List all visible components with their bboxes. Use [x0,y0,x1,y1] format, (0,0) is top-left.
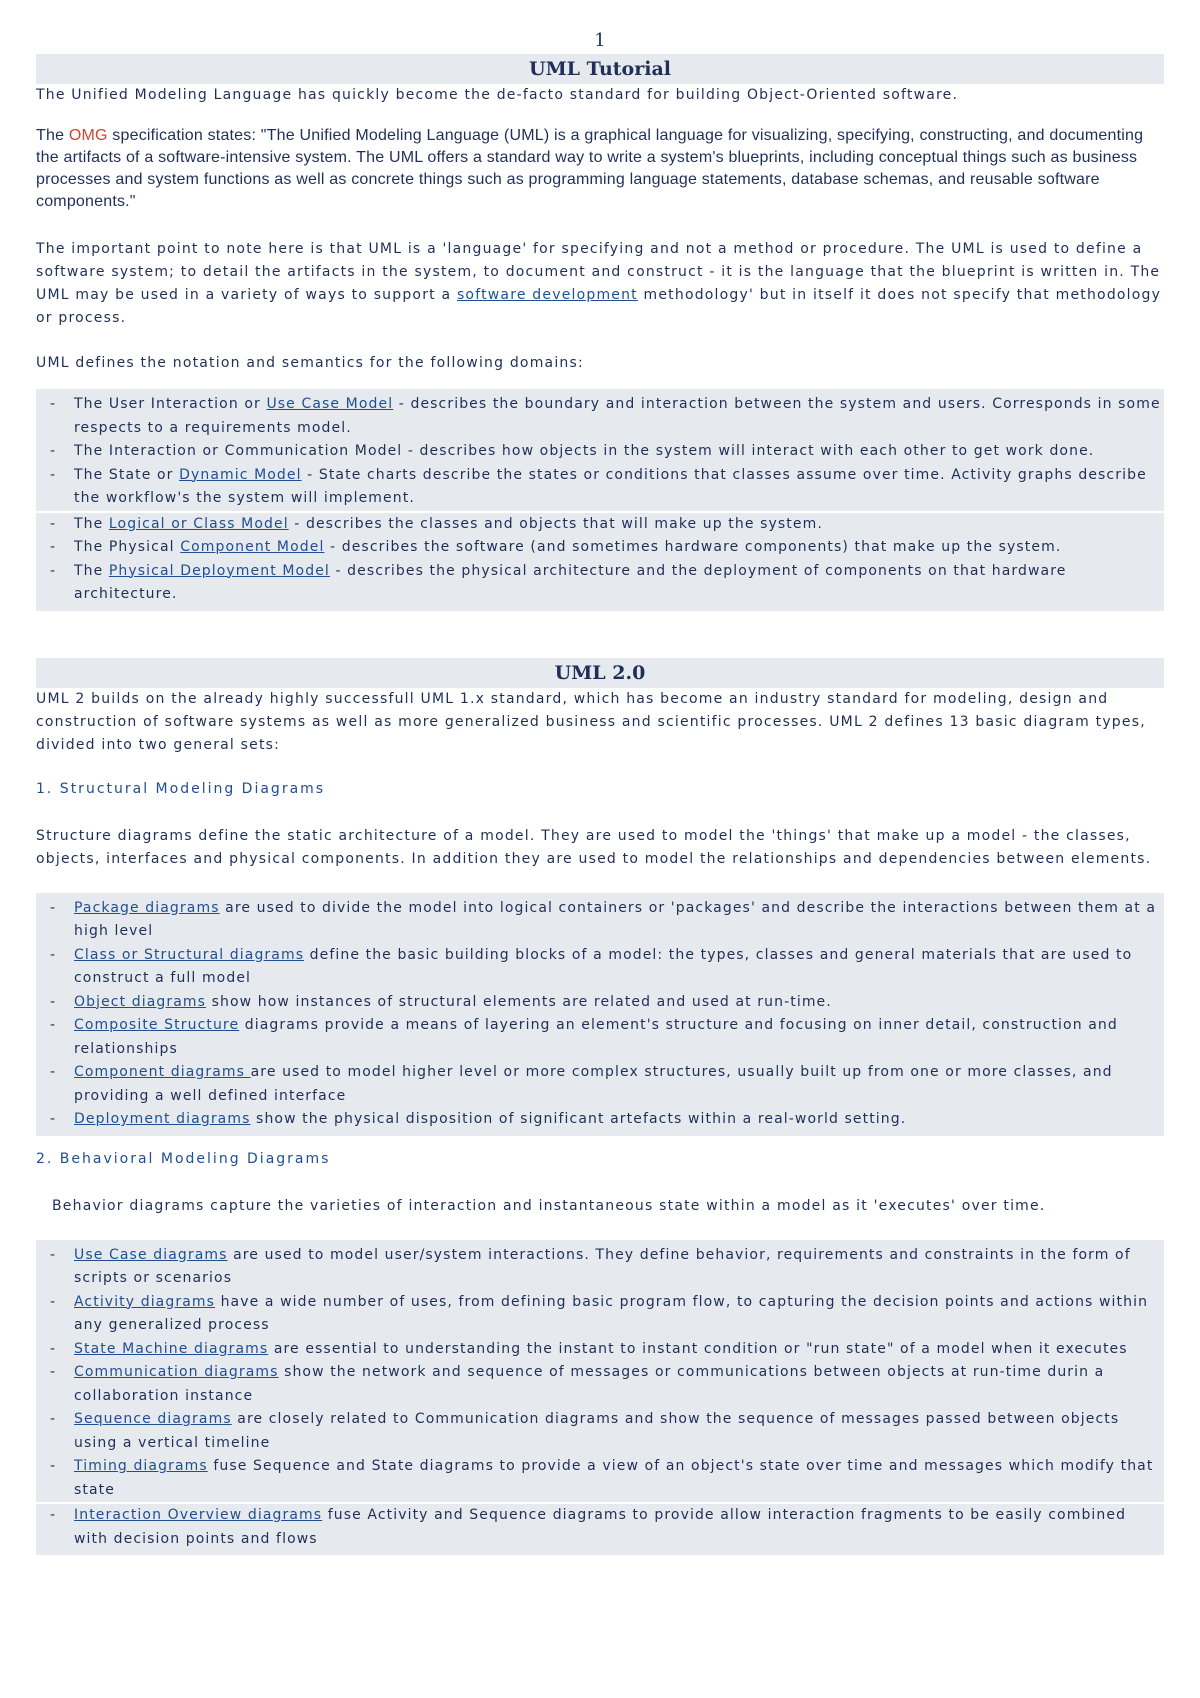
item-text: show the network and sequence of messages or communications between objects at run-time durin a collaboration instance [74,1364,1105,1404]
domains-intro: UML defines the notation and semantics for the following domains: [36,355,584,371]
list-item [36,897,1164,944]
item-text: show the physical disposition of significant artefacts within a real-world setting. [250,1111,907,1127]
component-diagrams-link[interactable]: Component diagrams [74,1064,251,1080]
item-text: The State or [74,466,180,483]
omg-prefix: The [36,127,69,144]
item-text: - describes the software (and sometimes hardware components) that make up the system. [324,539,1062,555]
list-item [36,991,1164,1015]
interaction-overview-diagrams-link[interactable]: Interaction Overview diagrams [74,1507,323,1523]
item-text: show how instances of structural elements are related and used at run-time. [206,993,832,1010]
item-text: The [74,515,109,532]
item-text: are used to model user/system interactions. They define behavior, requirements and constraints in the form of scripts or scenarios [74,1246,1131,1286]
item-text: are used to model higher level or more complex structures, usually built up from one or more classes, and providing a well defined interface [74,1064,1113,1104]
list-item [36,1244,1164,1291]
item-text: are closely related to Communication diagrams and show the sequence of messages passed between objects using a vertical timeline [74,1411,1120,1451]
uml2-heading: UML 2.0 [36,658,1164,688]
omg-paragraph [36,125,1164,213]
dynamic-model-link[interactable]: Dynamic Model [179,466,302,483]
list-item [36,393,1164,440]
item-text: have a wide number of uses, from defining basic program flow, to capturing the decision points and actions within any generalized process [74,1293,1149,1333]
item-text: are used to divide the model into logical containers or 'packages' and describe the interactions between them at a high level [74,899,1157,939]
omg-acronym: OMG [68,127,108,144]
item-text: - describes the physical architecture and the deployment of components on that hardware architecture. [74,562,1067,602]
intro-paragraph: The Unified Modeling Language has quickly become the de-facto standard for building Object-Oriented software. [36,87,959,103]
item-text: The Interaction or Communication Model - describes how objects in the system will interact with each other to get work done. [74,443,1095,459]
list-item [36,1108,1164,1132]
structural-diagrams-list [36,893,1164,1136]
use-case-model-link[interactable]: Use Case Model [266,396,394,412]
list-item [36,1361,1164,1408]
composite-structure-link[interactable]: Composite Structure [74,1017,240,1033]
physical-deployment-model-link[interactable]: Physical Deployment Model [108,562,330,579]
activity-diagrams-link[interactable]: Activity diagrams [74,1293,216,1310]
logical-class-model-link[interactable]: Logical or Class Model [108,515,289,532]
component-model-link[interactable]: Component Model [180,539,325,555]
item-text: The User Interaction or [74,396,267,412]
list-item [36,1014,1164,1061]
list-item [36,944,1164,991]
list-item [36,440,1164,464]
document-page [36,28,1164,1555]
list-item [36,464,1164,511]
list-item [36,1455,1164,1502]
class-diagrams-link[interactable]: Class or Structural diagrams [74,946,305,963]
omg-quote: specification states: "The Unified Modeling Language (UML) is a graphical language for visualizing, specifying, constructing, and documenting the artifacts of a software-intensive system. The UML offers a standard way to write a system's blueprints, including conceptual things such as business processes and system functions as well as concrete things such as programming language statements, database schemas, and reusable software components." [36,127,1144,210]
timing-diagrams-link[interactable]: Timing diagrams [74,1458,208,1474]
item-text: The [74,562,109,579]
package-diagrams-link[interactable]: Package diagrams [74,899,220,916]
item-text: diagrams provide a means of layering an element's structure and focusing on inner detail, construction and relationships [74,1017,1118,1057]
state-machine-diagrams-link[interactable]: State Machine diagrams [74,1340,269,1357]
tutorial-heading: UML Tutorial [36,54,1164,84]
item-text: The Physical [74,539,181,555]
behavioral-diagrams-list [36,1240,1164,1556]
behavioral-description: Behavior diagrams capture the varieties of interaction and instantaneous state within a model as it 'executes' over time. [52,1197,1046,1214]
structural-description: Structure diagrams define the static architecture of a model. They are used to model the 'things' that make up a model - the classes, objects, interfaces and physical components. In addition they are used to model the relationships and dependencies between elements. [36,827,1152,867]
object-diagrams-link[interactable]: Object diagrams [74,993,207,1010]
list-item [36,511,1164,537]
item-text: - State charts describe the states or conditions that classes assume over time. Activity graphs describe the workflow's the system will implement. [74,466,1147,506]
page-number: 1 [594,30,606,51]
item-text: are essential to understanding the instant to instant condition or "run state" of a model when it executes [268,1340,1128,1357]
item-text: define the basic building blocks of a model: the types, classes and general materials that are used to construct a full model [74,946,1133,986]
important-paragraph [36,238,1164,330]
item-text: - describes the classes and objects that will make up the system. [288,515,823,532]
sequence-diagrams-link[interactable]: Sequence diagrams [74,1411,232,1427]
list-item [36,1338,1164,1362]
behavioral-title: 2. Behavioral Modeling Diagrams [36,1150,331,1167]
list-item [36,1061,1164,1108]
important-before: The important point to note here is that UML is a 'language' for specifying and not a method or procedure. The UML is used to define a software system; to detail the artifacts in the system, to document and construct - it is the language that the blueprint is written in. The UML may be used in a variety of ways to support a [36,241,1161,303]
software-development-link[interactable]: software development [456,287,638,303]
use-case-diagrams-link[interactable]: Use Case diagrams [74,1246,228,1263]
list-item [36,536,1164,560]
list-item [36,1408,1164,1455]
list-item [36,1502,1164,1551]
item-text: fuse Sequence and State diagrams to provide a view of an object's state over time and messages which modify that state [74,1458,1154,1498]
domains-list [36,389,1164,611]
item-text: fuse Activity and Sequence diagrams to provide allow interaction fragments to be easily combined with decision points and flows [74,1507,1127,1547]
list-item [36,560,1164,607]
deployment-diagrams-link[interactable]: Deployment diagrams [74,1111,251,1127]
uml2-intro: UML 2 builds on the already highly successfull UML 1.x standard, which has become an industry standard for modeling, design and construction of software systems as well as more generalized business and scientific processes. UML 2 defines 13 basic diagram types, divided into two general sets: [36,690,1146,753]
structural-title: 1. Structural Modeling Diagrams [36,780,326,797]
communication-diagrams-link[interactable]: Communication diagrams [74,1364,279,1380]
important-after: methodology' but in itself it does not specify that methodology or process. [36,287,1162,326]
list-item [36,1291,1164,1338]
item-text: - describes the boundary and interaction between the system and users. Corresponds in some respects to a requirements model. [74,396,1161,436]
